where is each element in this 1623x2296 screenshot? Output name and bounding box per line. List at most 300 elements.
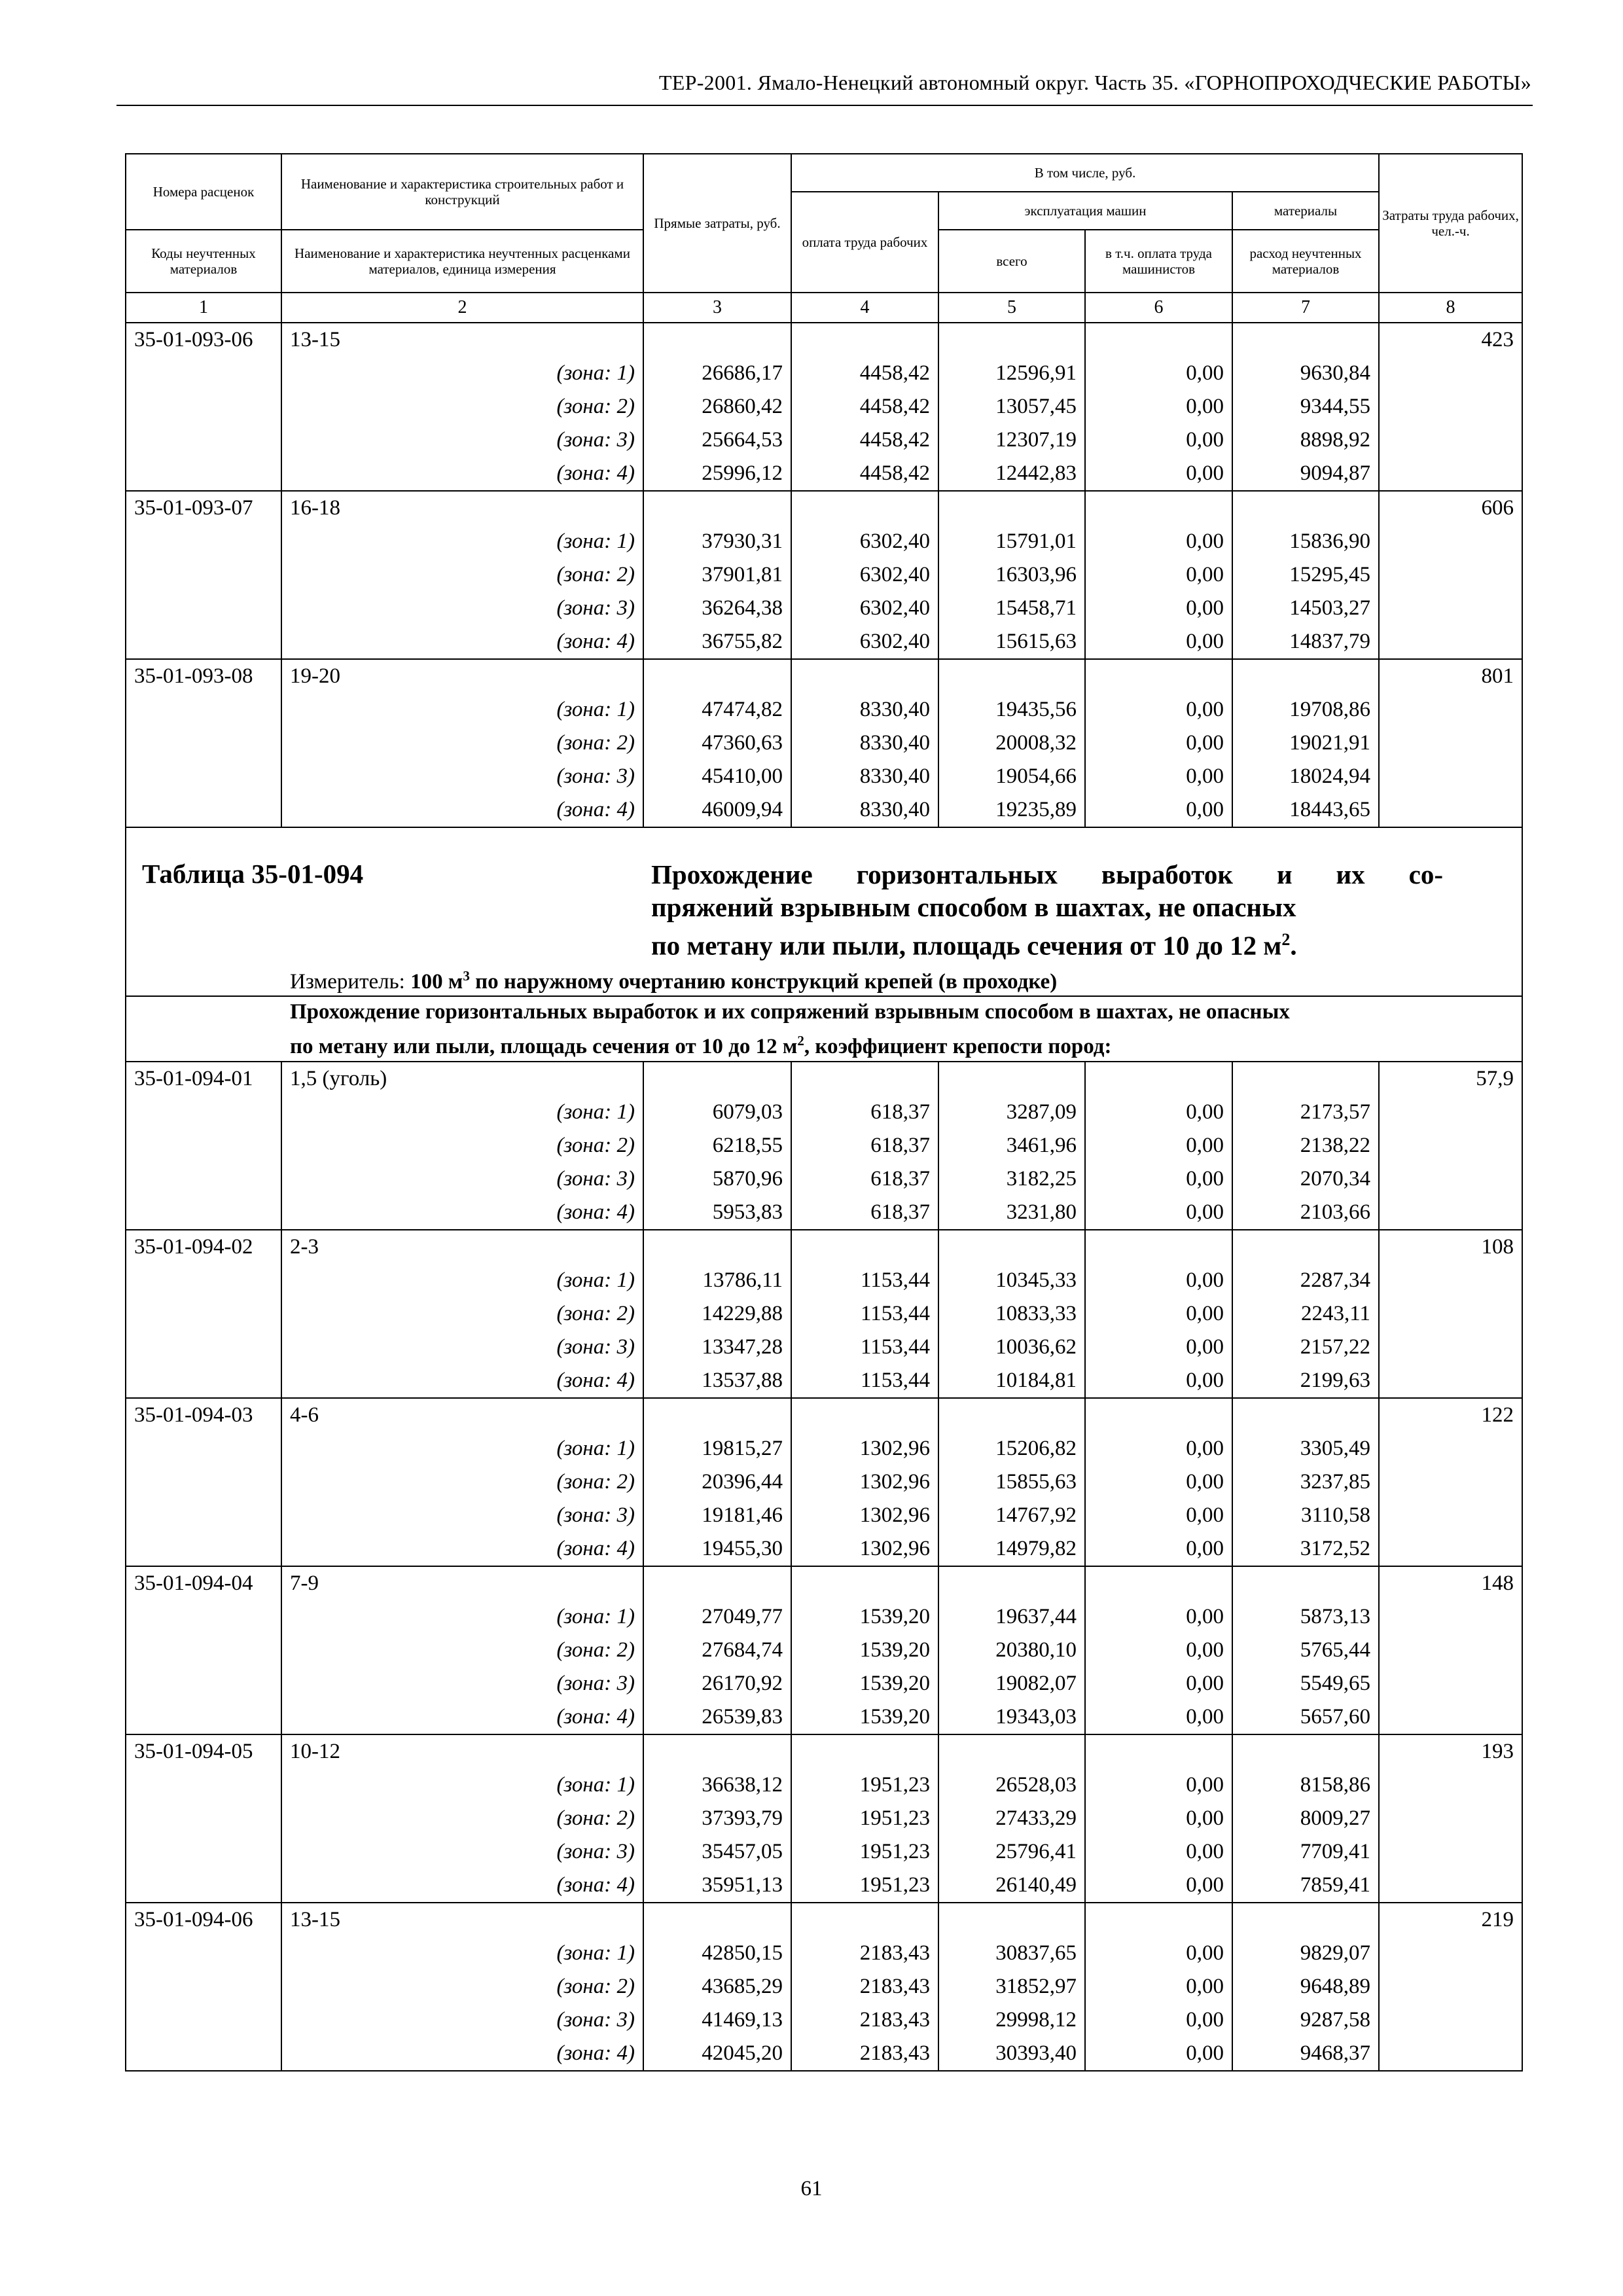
empty-cell (126, 457, 281, 491)
direct-costs: 36638,12 (643, 1768, 791, 1802)
empty-cell (126, 390, 281, 423)
zone-row (126, 1937, 1522, 1970)
machines-total: 29998,12 (938, 2003, 1085, 2037)
zone-label: (зона: 1) (281, 357, 643, 390)
col-header-rate-number: Номера расценок (126, 154, 281, 230)
empty-cell (791, 1566, 938, 1600)
machines-total: 16303,96 (938, 558, 1085, 592)
rate-row (126, 1230, 1522, 1264)
operator-pay: 0,00 (1085, 1532, 1232, 1566)
empty-cell (1232, 323, 1379, 357)
empty-cell (938, 1903, 1085, 1937)
machines-total: 20008,32 (938, 726, 1085, 760)
worker-pay: 1951,23 (791, 1835, 938, 1869)
empty-cell (126, 558, 281, 592)
empty-cell (1379, 390, 1522, 423)
operator-pay: 0,00 (1085, 726, 1232, 760)
operator-pay: 0,00 (1085, 2003, 1232, 2037)
zone-label: (зона: 2) (281, 1129, 643, 1162)
direct-costs: 14229,88 (643, 1297, 791, 1331)
machines-total: 13057,45 (938, 390, 1085, 423)
operator-pay: 0,00 (1085, 625, 1232, 659)
zone-row (126, 592, 1522, 625)
zone-label: (зона: 2) (281, 1970, 643, 2003)
direct-costs: 27684,74 (643, 1634, 791, 1667)
worker-pay: 8330,40 (791, 693, 938, 726)
zone-row (126, 1499, 1522, 1532)
operator-pay: 0,00 (1085, 1162, 1232, 1196)
worker-pay: 8330,40 (791, 793, 938, 827)
direct-costs: 19455,30 (643, 1532, 791, 1566)
machines-total: 19343,03 (938, 1700, 1085, 1734)
worker-pay: 2183,43 (791, 1937, 938, 1970)
empty-cell (1379, 1700, 1522, 1734)
operator-pay: 0,00 (1085, 1432, 1232, 1465)
worker-pay: 2183,43 (791, 2003, 938, 2037)
direct-costs: 47360,63 (643, 726, 791, 760)
rate-row (126, 323, 1522, 357)
materials: 2199,63 (1232, 1364, 1379, 1398)
machines-total: 19082,07 (938, 1667, 1085, 1700)
zone-label: (зона: 3) (281, 1331, 643, 1364)
empty-cell (938, 659, 1085, 693)
labor-hours: 122 (1379, 1398, 1522, 1432)
materials: 2243,11 (1232, 1297, 1379, 1331)
worker-pay: 4458,42 (791, 423, 938, 457)
rate-name: 16-18 (281, 491, 643, 525)
zone-label: (зона: 3) (281, 1667, 643, 1700)
rate-name: 13-15 (281, 323, 643, 357)
rate-code: 35-01-094-06 (126, 1903, 281, 1937)
zone-row (126, 1768, 1522, 1802)
operator-pay: 0,00 (1085, 1600, 1232, 1634)
empty-cell (1379, 1667, 1522, 1700)
empty-cell (126, 1264, 281, 1297)
machines-total: 15206,82 (938, 1432, 1085, 1465)
rate-row (126, 659, 1522, 693)
empty-cell (126, 1700, 281, 1734)
labor-hours: 57,9 (1379, 1062, 1522, 1096)
empty-cell (1379, 525, 1522, 558)
materials: 8158,86 (1232, 1768, 1379, 1802)
empty-cell (126, 1331, 281, 1364)
col-number: 4 (791, 293, 938, 323)
machines-total: 14979,82 (938, 1532, 1085, 1566)
zone-row (126, 625, 1522, 659)
operator-pay: 0,00 (1085, 760, 1232, 793)
rate-row (126, 491, 1522, 525)
empty-cell (1379, 1465, 1522, 1499)
empty-cell (126, 1768, 281, 1802)
operator-pay: 0,00 (1085, 1768, 1232, 1802)
empty-cell (1232, 491, 1379, 525)
worker-pay: 1951,23 (791, 1869, 938, 1903)
empty-cell (126, 1196, 281, 1230)
direct-costs: 35457,05 (643, 1835, 791, 1869)
labor-hours: 606 (1379, 491, 1522, 525)
empty-cell (1379, 592, 1522, 625)
zone-label: (зона: 1) (281, 1937, 643, 1970)
operator-pay: 0,00 (1085, 693, 1232, 726)
empty-cell (1379, 1634, 1522, 1667)
operator-pay: 0,00 (1085, 1937, 1232, 1970)
empty-cell (126, 1600, 281, 1634)
worker-pay: 1539,20 (791, 1667, 938, 1700)
materials: 9344,55 (1232, 390, 1379, 423)
zone-row (126, 1465, 1522, 1499)
materials: 3172,52 (1232, 1532, 1379, 1566)
empty-cell (126, 525, 281, 558)
empty-cell (126, 1970, 281, 2003)
empty-cell (126, 1667, 281, 1700)
machines-total: 15615,63 (938, 625, 1085, 659)
worker-pay: 6302,40 (791, 525, 938, 558)
operator-pay: 0,00 (1085, 457, 1232, 491)
materials: 9829,07 (1232, 1937, 1379, 1970)
machines-total: 26140,49 (938, 1869, 1085, 1903)
col-header-work-name: Наименование и характеристика строительных работ и конструкций (281, 154, 643, 230)
rate-code: 35-01-094-04 (126, 1566, 281, 1600)
empty-cell (126, 1297, 281, 1331)
direct-costs: 20396,44 (643, 1465, 791, 1499)
direct-costs: 13347,28 (643, 1331, 791, 1364)
col-header-operator-pay: в т.ч. оплата труда машинистов (1085, 230, 1232, 293)
materials: 8009,27 (1232, 1802, 1379, 1835)
zone-row (126, 1532, 1522, 1566)
operator-pay: 0,00 (1085, 1634, 1232, 1667)
machines-total: 19435,56 (938, 693, 1085, 726)
empty-cell (1379, 625, 1522, 659)
operator-pay: 0,00 (1085, 1331, 1232, 1364)
machines-total: 15855,63 (938, 1465, 1085, 1499)
worker-pay: 8330,40 (791, 760, 938, 793)
operator-pay: 0,00 (1085, 1667, 1232, 1700)
worker-pay: 6302,40 (791, 558, 938, 592)
empty-cell (126, 760, 281, 793)
empty-cell (938, 1062, 1085, 1096)
rate-name: 13-15 (281, 1903, 643, 1937)
zone-label: (зона: 2) (281, 1297, 643, 1331)
zone-row (126, 525, 1522, 558)
zone-row (126, 1835, 1522, 1869)
worker-pay: 618,37 (791, 1129, 938, 1162)
empty-cell (1379, 1869, 1522, 1903)
empty-cell (938, 1566, 1085, 1600)
zone-label: (зона: 2) (281, 558, 643, 592)
zone-label: (зона: 4) (281, 1700, 643, 1734)
measure-unit: Измеритель: 100 $м^3$ по наружному очертанию конструкций крепей (в проходке) (290, 968, 1058, 994)
table-title-line-1: Прохождение горизонтальных выработок и их со- (651, 859, 1443, 889)
rate-row (126, 1062, 1522, 1096)
materials: 9630,84 (1232, 357, 1379, 390)
materials: 9287,58 (1232, 2003, 1379, 2037)
zone-row (126, 1129, 1522, 1162)
empty-cell (791, 1734, 938, 1768)
page-number: 61 (800, 2177, 823, 2200)
empty-cell (126, 1869, 281, 1903)
zone-label: (зона: 1) (281, 1432, 643, 1465)
zone-row (126, 760, 1522, 793)
zone-label: (зона: 1) (281, 1264, 643, 1297)
materials: 2287,34 (1232, 1264, 1379, 1297)
direct-costs: 26860,42 (643, 390, 791, 423)
empty-cell (1379, 1499, 1522, 1532)
empty-cell (126, 1937, 281, 1970)
zone-label: (зона: 4) (281, 1196, 643, 1230)
rate-code: 35-01-093-08 (126, 659, 281, 693)
rate-row (126, 1734, 1522, 1768)
col-number: 3 (643, 293, 791, 323)
zone-label: (зона: 3) (281, 2003, 643, 2037)
col-number: 5 (938, 293, 1085, 323)
empty-cell (1379, 1264, 1522, 1297)
zone-label: (зона: 4) (281, 793, 643, 827)
empty-cell (938, 491, 1085, 525)
operator-pay: 0,00 (1085, 592, 1232, 625)
zone-row (126, 1970, 1522, 2003)
empty-cell (791, 1230, 938, 1264)
empty-cell (126, 1162, 281, 1196)
rate-code: 35-01-094-05 (126, 1734, 281, 1768)
empty-cell (126, 423, 281, 457)
machines-total: 3182,25 (938, 1162, 1085, 1196)
empty-cell (1232, 1398, 1379, 1432)
empty-cell (126, 357, 281, 390)
materials: 2103,66 (1232, 1196, 1379, 1230)
rate-name: 7-9 (281, 1566, 643, 1600)
empty-cell (791, 1903, 938, 1937)
direct-costs: 37393,79 (643, 1802, 791, 1835)
direct-costs: 26539,83 (643, 1700, 791, 1734)
machines-total: 12596,91 (938, 357, 1085, 390)
operator-pay: 0,00 (1085, 423, 1232, 457)
empty-cell (1379, 693, 1522, 726)
empty-cell (791, 1062, 938, 1096)
empty-cell (126, 2003, 281, 2037)
table-label: Таблица 35-01-094 (142, 859, 364, 889)
zone-label: (зона: 1) (281, 1768, 643, 1802)
direct-costs: 13786,11 (643, 1264, 791, 1297)
labor-hours: 423 (1379, 323, 1522, 357)
col-number: 2 (281, 293, 643, 323)
materials: 5873,13 (1232, 1600, 1379, 1634)
operator-pay: 0,00 (1085, 1096, 1232, 1129)
empty-cell (1379, 2037, 1522, 2071)
zone-row (126, 726, 1522, 760)
empty-cell (126, 1129, 281, 1162)
work-description: Прохождение горизонтальных выработок и их сопряжений взрывным способом в шахтах, не опасных по метану или пыли, площадь сечения от 10 до 12 $м^2$, коэффициент крепости пород: (290, 999, 1290, 1058)
direct-costs: 19181,46 (643, 1499, 791, 1532)
operator-pay: 0,00 (1085, 1129, 1232, 1162)
empty-cell (643, 323, 791, 357)
zone-row (126, 1600, 1522, 1634)
materials: 9468,37 (1232, 2037, 1379, 2071)
col-header-including: В том числе, руб. (791, 154, 1379, 192)
labor-hours: 219 (1379, 1903, 1522, 1937)
machines-total: 19637,44 (938, 1600, 1085, 1634)
rate-row (126, 1566, 1522, 1600)
machines-total: 30393,40 (938, 2037, 1085, 2071)
labor-hours: 801 (1379, 659, 1522, 693)
materials: 2070,34 (1232, 1162, 1379, 1196)
empty-cell (1379, 357, 1522, 390)
rate-code: 35-01-094-02 (126, 1230, 281, 1264)
empty-cell (1085, 491, 1232, 525)
col-number: 1 (126, 293, 281, 323)
zone-row (126, 1297, 1522, 1331)
col-header-material-names: Наименование и характеристика неучтенных расценками материалов, единица измерения (281, 230, 643, 293)
direct-costs: 26686,17 (643, 357, 791, 390)
operator-pay: 0,00 (1085, 1970, 1232, 2003)
empty-cell (643, 659, 791, 693)
direct-costs: 19815,27 (643, 1432, 791, 1465)
machines-total: 30837,65 (938, 1937, 1085, 1970)
rate-name: 2-3 (281, 1230, 643, 1264)
rate-name: 10-12 (281, 1734, 643, 1768)
empty-cell (643, 1398, 791, 1432)
zone-row (126, 357, 1522, 390)
zone-row (126, 1667, 1522, 1700)
zone-row (126, 1634, 1522, 1667)
zone-label: (зона: 2) (281, 1465, 643, 1499)
operator-pay: 0,00 (1085, 357, 1232, 390)
empty-cell (126, 625, 281, 659)
zone-label: (зона: 1) (281, 525, 643, 558)
col-header-direct-costs: Прямые затраты, руб. (643, 154, 791, 293)
col-header-machines: эксплуатация машин (938, 192, 1232, 230)
machines-total: 27433,29 (938, 1802, 1085, 1835)
zone-label: (зона: 3) (281, 1499, 643, 1532)
zone-row (126, 2037, 1522, 2071)
rate-code: 35-01-093-07 (126, 491, 281, 525)
empty-cell (1232, 1566, 1379, 1600)
direct-costs: 36755,82 (643, 625, 791, 659)
empty-cell (1232, 1903, 1379, 1937)
worker-pay: 1153,44 (791, 1264, 938, 1297)
empty-cell (126, 1096, 281, 1129)
zone-row (126, 423, 1522, 457)
col-number: 7 (1232, 293, 1379, 323)
direct-costs: 26170,92 (643, 1667, 791, 1700)
empty-cell (1085, 1903, 1232, 1937)
zone-label: (зона: 3) (281, 592, 643, 625)
empty-cell (643, 491, 791, 525)
operator-pay: 0,00 (1085, 1499, 1232, 1532)
direct-costs: 37930,31 (643, 525, 791, 558)
direct-costs: 43685,29 (643, 1970, 791, 2003)
empty-cell (1085, 659, 1232, 693)
operator-pay: 0,00 (1085, 1700, 1232, 1734)
machines-total: 20380,10 (938, 1634, 1085, 1667)
zone-label: (зона: 4) (281, 1869, 643, 1903)
operator-pay: 0,00 (1085, 525, 1232, 558)
direct-costs: 42850,15 (643, 1937, 791, 1970)
worker-pay: 4458,42 (791, 357, 938, 390)
operator-pay: 0,00 (1085, 1264, 1232, 1297)
machines-total: 19054,66 (938, 760, 1085, 793)
empty-cell (1379, 760, 1522, 793)
worker-pay: 1539,20 (791, 1600, 938, 1634)
empty-cell (938, 1734, 1085, 1768)
direct-costs: 27049,77 (643, 1600, 791, 1634)
rate-name: 19-20 (281, 659, 643, 693)
materials: 9648,89 (1232, 1970, 1379, 2003)
machines-total: 15458,71 (938, 592, 1085, 625)
zone-row (126, 1264, 1522, 1297)
worker-pay: 618,37 (791, 1196, 938, 1230)
zone-label: (зона: 2) (281, 726, 643, 760)
zone-row (126, 1700, 1522, 1734)
col-header-material-use: расход неучтенных материалов (1232, 230, 1379, 293)
materials: 7859,41 (1232, 1869, 1379, 1903)
col-header-material-codes: Коды неучтенных материалов (126, 230, 281, 293)
empty-cell (643, 1230, 791, 1264)
machines-total: 12442,83 (938, 457, 1085, 491)
col-header-machines-total: всего (938, 230, 1085, 293)
empty-cell (126, 793, 281, 827)
direct-costs: 37901,81 (643, 558, 791, 592)
machines-total: 10833,33 (938, 1297, 1085, 1331)
zone-row (126, 1432, 1522, 1465)
materials: 3305,49 (1232, 1432, 1379, 1465)
worker-pay: 1302,96 (791, 1465, 938, 1499)
worker-pay: 1539,20 (791, 1700, 938, 1734)
col-header-materials: материалы (1232, 192, 1379, 230)
machines-total: 14767,92 (938, 1499, 1085, 1532)
direct-costs: 6218,55 (643, 1129, 791, 1162)
zone-row (126, 1802, 1522, 1835)
materials: 18443,65 (1232, 793, 1379, 827)
empty-cell (1379, 1970, 1522, 2003)
rate-name: 4-6 (281, 1398, 643, 1432)
empty-cell (1379, 1331, 1522, 1364)
empty-cell (643, 1903, 791, 1937)
direct-costs: 25996,12 (643, 457, 791, 491)
col-number: 6 (1085, 293, 1232, 323)
operator-pay: 0,00 (1085, 390, 1232, 423)
direct-costs: 35951,13 (643, 1869, 791, 1903)
empty-cell (1379, 457, 1522, 491)
operator-pay: 0,00 (1085, 1297, 1232, 1331)
machines-total: 3231,80 (938, 1196, 1085, 1230)
direct-costs: 42045,20 (643, 2037, 791, 2071)
worker-pay: 2183,43 (791, 2037, 938, 2071)
operator-pay: 0,00 (1085, 1196, 1232, 1230)
worker-pay: 1539,20 (791, 1634, 938, 1667)
zone-label: (зона: 3) (281, 423, 643, 457)
empty-cell (1379, 1364, 1522, 1398)
machines-total: 3461,96 (938, 1129, 1085, 1162)
empty-cell (1379, 558, 1522, 592)
empty-cell (1379, 1096, 1522, 1129)
empty-cell (126, 1532, 281, 1566)
worker-pay: 618,37 (791, 1162, 938, 1196)
rate-row (126, 1903, 1522, 1937)
col-number: 8 (1379, 293, 1522, 323)
empty-cell (126, 726, 281, 760)
zone-row (126, 2003, 1522, 2037)
worker-pay: 618,37 (791, 1096, 938, 1129)
empty-cell (938, 1398, 1085, 1432)
materials: 7709,41 (1232, 1835, 1379, 1869)
materials: 5765,44 (1232, 1634, 1379, 1667)
empty-cell (1379, 2003, 1522, 2037)
zone-row (126, 1364, 1522, 1398)
zone-row (126, 1196, 1522, 1230)
materials: 18024,94 (1232, 760, 1379, 793)
operator-pay: 0,00 (1085, 2037, 1232, 2071)
empty-cell (1379, 1768, 1522, 1802)
